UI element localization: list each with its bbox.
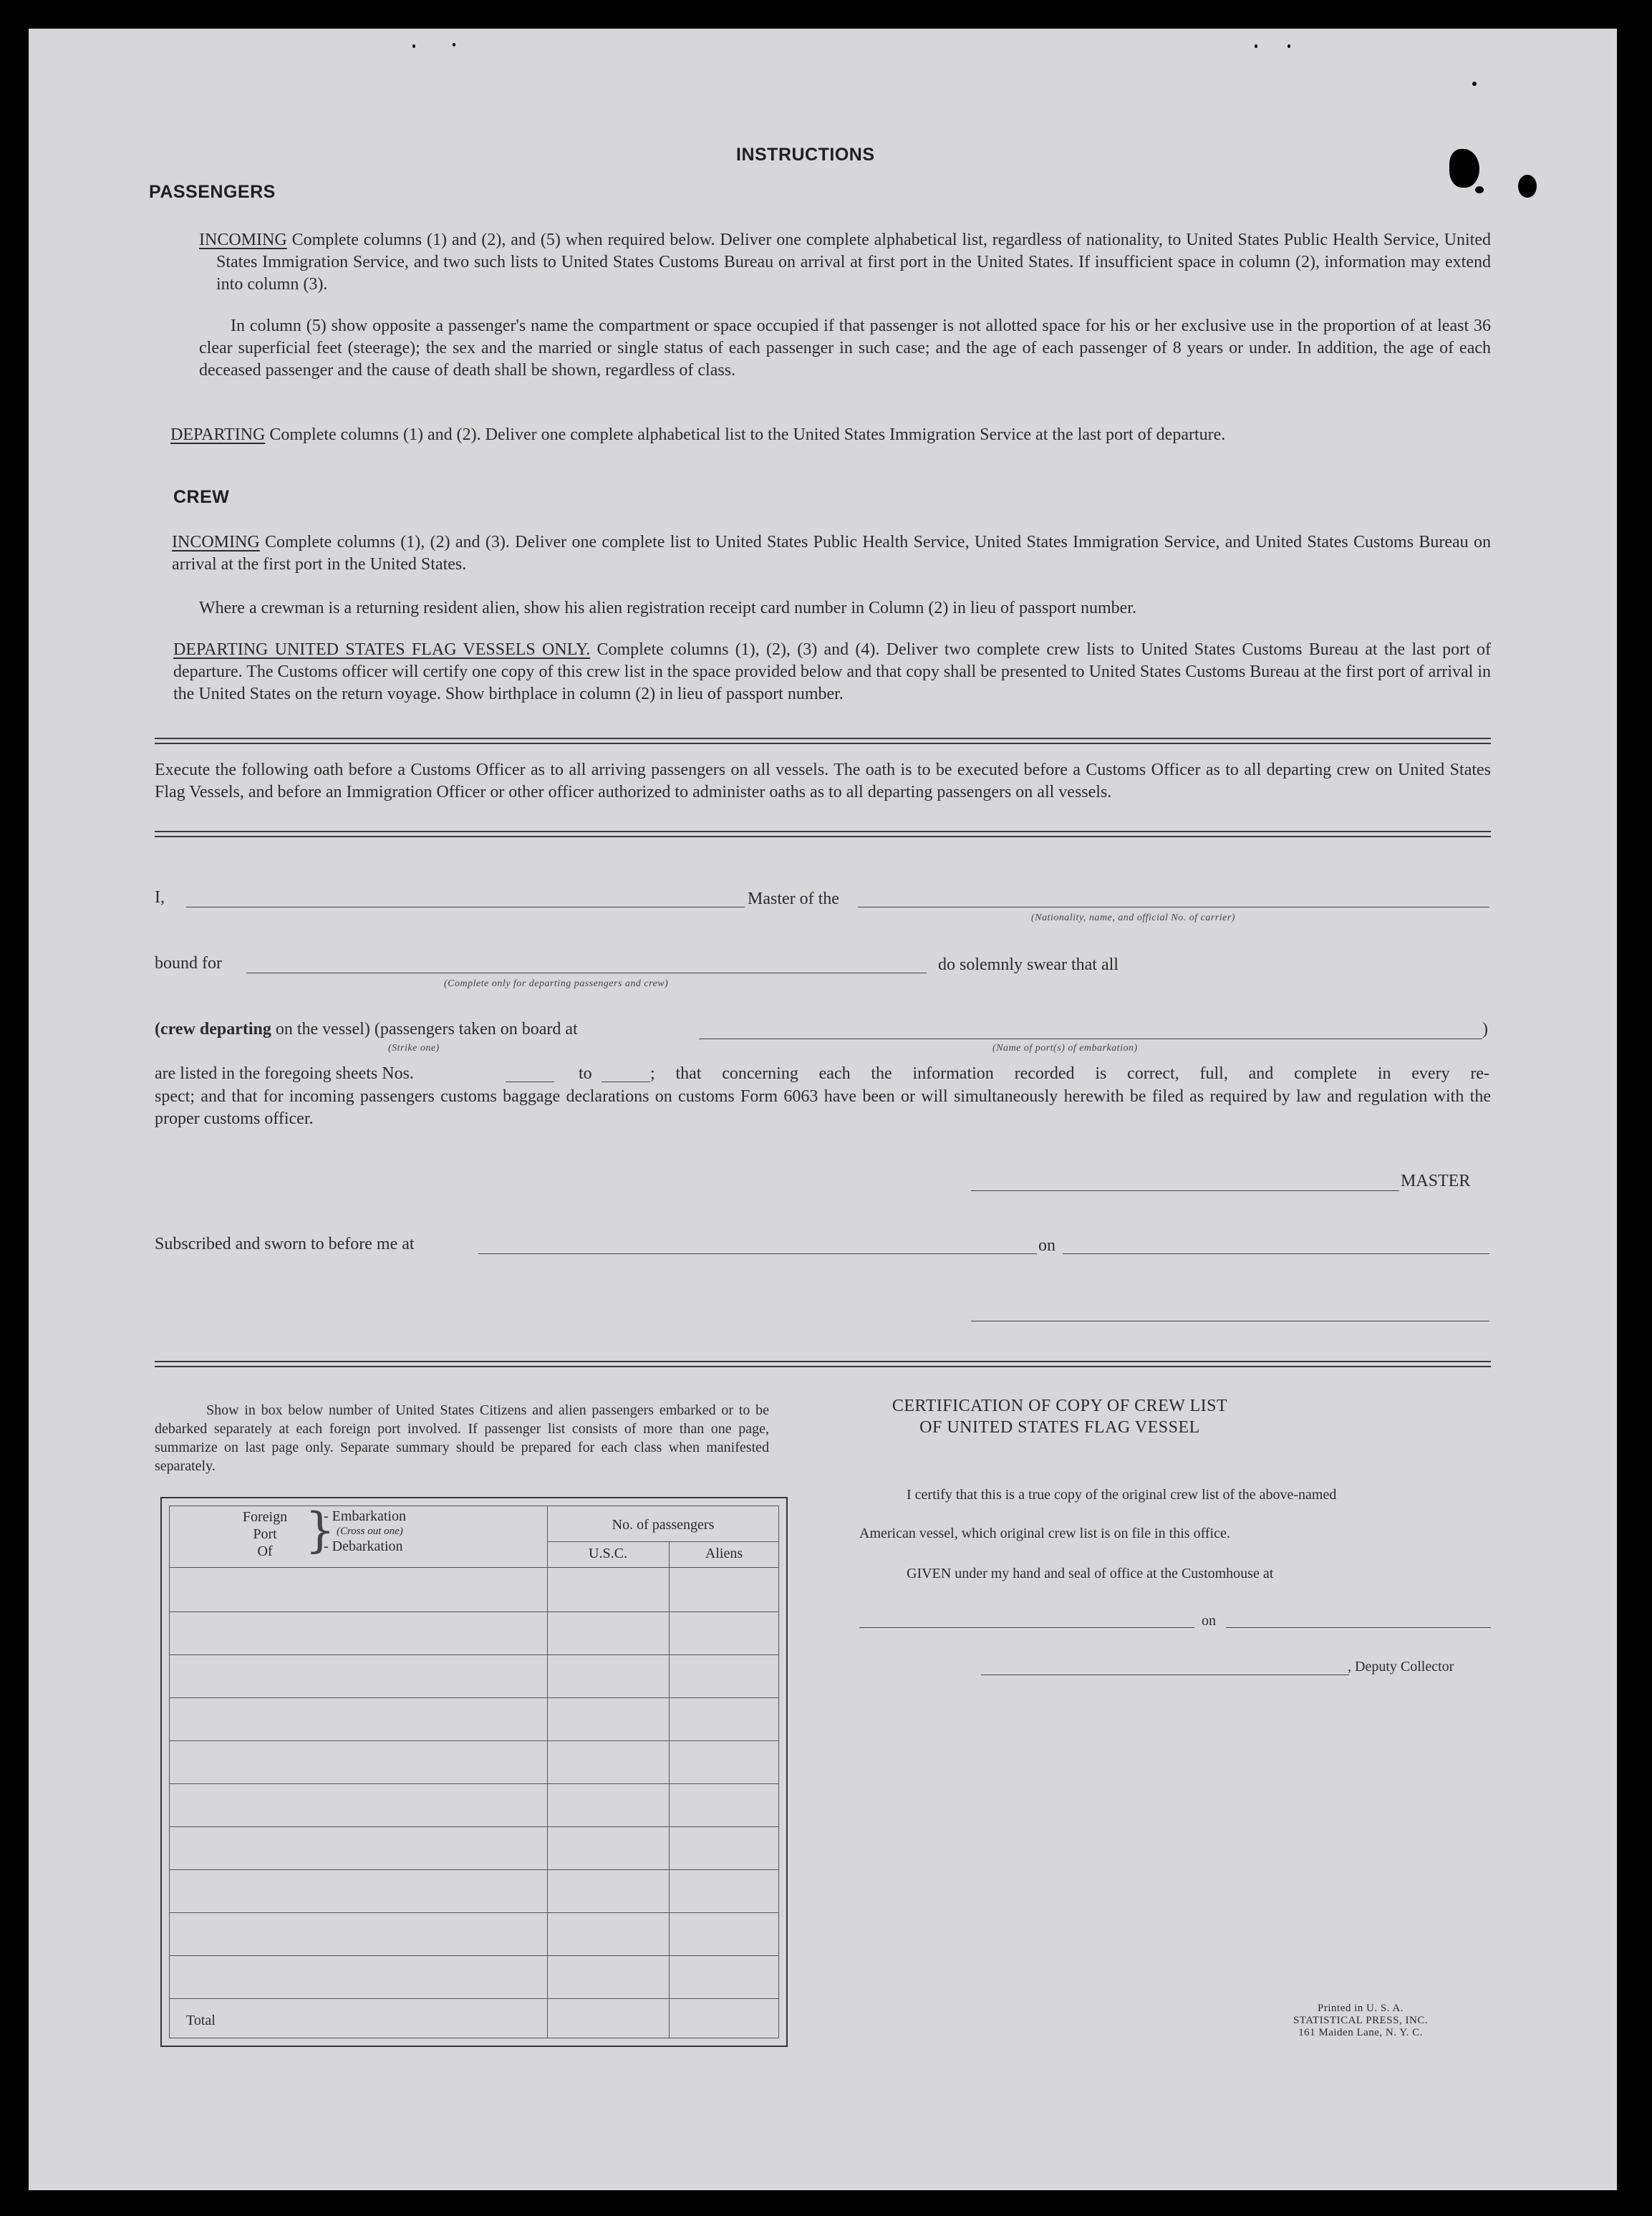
debarkation-label: - Debarkation	[324, 1538, 403, 1554]
certification-title	[859, 1395, 1260, 1438]
port-word: Port	[253, 1526, 277, 1542]
certification-on-label: on	[1202, 1613, 1216, 1629]
speck	[412, 44, 415, 48]
subscribed-date-field[interactable]	[1063, 1253, 1489, 1254]
oath-intro: Execute the following oath before a Customs Officer as to all arriving passengers on all vessels. The oath is to be executed before a Customs Officer as to all departing crew on United States Flag Vessels, and before an Immigration Officer or other officer authorized to administer oaths as to all departing passengers on all vessels.	[155, 761, 1491, 801]
deputy-collector-label: , Deputy Collector	[1348, 1659, 1454, 1675]
aliens-header: Aliens	[705, 1546, 743, 1561]
table-row	[169, 1998, 779, 1999]
sheet-to-field[interactable]	[602, 1081, 650, 1082]
to-label: to	[579, 1064, 592, 1083]
master-of-label: Master of the	[748, 890, 839, 908]
speck	[1255, 44, 1257, 48]
section-divider	[155, 1361, 1491, 1367]
listed-prefix: are listed in the foregoing sheets Nos.	[155, 1064, 414, 1083]
strike-caption: (Strike one)	[388, 1043, 440, 1054]
total-label: Total	[186, 2013, 216, 2028]
master-signature-field[interactable]	[971, 1190, 1399, 1191]
subscribed-on-label: on	[1038, 1236, 1056, 1255]
crew-departing-option	[155, 1020, 578, 1039]
oath-i-label: I,	[155, 888, 165, 907]
passengers-column5-paragraph: In column (5) show opposite a passenger's name the compartment or space occupied if that passenger is not allotted space for his or her exclusive use in the proportion of at least 36 clear superficial feet (steerage); the sex and the married or single status of each passenger in such case; and the age of each passenger of 8 years or under. In addition, the age of each deceased passenger and the cause of death shall be shown, regardless of class.	[199, 317, 1491, 380]
bound-for-label: bound for	[155, 954, 222, 973]
certification-title-line2: OF UNITED STATES FLAG VESSEL	[919, 1418, 1200, 1437]
header-bottom	[169, 1567, 779, 1568]
summary-inner-frame	[169, 1503, 779, 2038]
of-word: Of	[257, 1543, 273, 1559]
crew-incoming-text: Complete columns (1), (2) and (3). Deliver one complete list to United States Public Health Service, United States Immigration Service, and United States Customs Bureau on arrival at the first port in the United States.	[172, 533, 1492, 574]
certification-title-line1: CERTIFICATION OF COPY OF CREW LIST	[892, 1397, 1228, 1415]
table-row	[169, 1740, 779, 1741]
passengers-departing-text: Complete columns (1) and (2). Deliver one complete alphabetical list to the United States Immigration Service at the last port of departure.	[269, 425, 1226, 444]
printer-imprint	[1253, 2003, 1468, 2039]
certification-date-field[interactable]	[1226, 1627, 1491, 1628]
port-caption: (Name of port(s) of embarkation)	[992, 1043, 1138, 1054]
ink-spot	[1518, 175, 1537, 198]
speck	[453, 43, 455, 47]
usc-header: U.S.C.	[589, 1546, 627, 1561]
crew-incoming-paragraph	[172, 531, 1491, 576]
col-divider	[547, 1506, 548, 2038]
swear-label: do solemnly swear that all	[938, 955, 1119, 974]
subscribed-label: Subscribed and sworn to before me at	[155, 1235, 415, 1253]
crew-departing-text: Complete columns (1), (2), (3) and (4). Deliver two complete crew lists to United States Customs Bureau at the last port of departure. The Customs officer will certify one copy of this crew list in the space provided below and that copy shall be presented to United States Customs Bureau at the first port of arrival in the United States on the return voyage. Show birthplace in column (2) in lieu of passport number.	[173, 640, 1491, 703]
listed-suffix: ; that concerning each the information recorded is correct, full, and complete in every re-	[650, 1064, 1489, 1083]
passengers-taken-label: (passengers taken on board at	[374, 1020, 578, 1039]
speck	[1472, 82, 1477, 86]
crew-heading: CREW	[173, 487, 230, 507]
passengers-heading: PASSENGERS	[149, 182, 276, 202]
row-divider	[547, 1541, 779, 1542]
carrier-caption: (Nationality, name, and official No. of carrier)	[1031, 912, 1235, 923]
crew-resident-paragraph: Where a crewman is a returning resident alien, show his alien registration receipt card number in Column (2) in lieu of passport number.	[199, 599, 1136, 617]
imprint-line1: Printed in U. S. A.	[1318, 2003, 1404, 2014]
certify-line1: I certify that this is a true copy of the original crew list of the above-named	[907, 1487, 1337, 1503]
embarkation-label: - Embarkation	[324, 1508, 406, 1524]
certify-line2: American vessel, which original crew list is on file in this office.	[859, 1526, 1230, 1541]
brace-icon: }	[305, 1503, 335, 1558]
document-page	[29, 29, 1617, 2190]
table-row	[169, 1955, 779, 1956]
passengers-departing-label: DEPARTING	[170, 425, 266, 444]
col-divider	[669, 1541, 670, 2038]
sheet-from-field[interactable]	[506, 1081, 554, 1082]
close-paren: )	[1482, 1020, 1488, 1039]
table-row	[169, 1654, 779, 1655]
table-row	[169, 1869, 779, 1870]
summary-instructions: Show in box below number of United States Citizens and alien passengers embarked or to be debarked separately at each foreign port involved. If passenger list consists of more than one page, summarize on last page only. Separate summary should be prepared for each class when manifested separately.	[155, 1402, 769, 1474]
listed-line	[155, 1064, 414, 1084]
section-divider	[155, 738, 1491, 744]
cross-out-caption: (Cross out one)	[337, 1526, 403, 1537]
table-row	[169, 1912, 779, 1913]
crew-incoming-label: INCOMING	[172, 533, 260, 551]
bound-for-caption: (Complete only for departing passengers and crew)	[444, 978, 669, 989]
crew-departing-paragraph	[173, 639, 1491, 705]
customhouse-field[interactable]	[859, 1627, 1194, 1628]
imprint-line2: STATISTICAL PRESS, INC.	[1293, 2015, 1429, 2026]
passengers-incoming-text: Complete columns (1) and (2), and (5) when required below. Deliver one complete alphabetical list, regardless of nationality, to United States Public Health Service, United States Immigration Service, and two such lists to United States Customs Bureau on arrival at first port in the United States. If insufficient space in column (2), information may extend into column (3).	[216, 231, 1491, 294]
table-row	[169, 1826, 779, 1827]
table-row	[169, 1783, 779, 1784]
given-line: GIVEN under my hand and seal of office at the Customhouse at	[907, 1566, 1274, 1581]
speck	[1288, 44, 1290, 48]
instructions-title: INSTRUCTIONS	[736, 145, 875, 165]
imprint-line3: 161 Maiden Lane, N. Y. C.	[1298, 2027, 1423, 2038]
table-row	[169, 1697, 779, 1698]
section-divider	[155, 831, 1491, 837]
ink-spot	[1449, 149, 1479, 188]
listed-rest: spect; and that for incoming passengers customs baggage declarations on customs Form 6063 have been or will simultaneously herewith be filed as required by law and regulation with the proper customs officer.	[155, 1087, 1491, 1128]
no-of-passengers-header: No. of passengers	[612, 1517, 715, 1533]
subscribed-place-field[interactable]	[478, 1253, 1037, 1254]
foreign-port-of	[229, 1508, 301, 1560]
on-vessel-label: on the vessel)	[275, 1020, 370, 1039]
crew-departing-bold: (crew departing	[155, 1020, 271, 1039]
passengers-incoming-label: INCOMING	[199, 231, 287, 249]
passengers-incoming-paragraph	[199, 229, 1491, 296]
foreign-word: Foreign	[242, 1509, 288, 1525]
passengers-departing-paragraph	[170, 424, 1491, 446]
master-label: MASTER	[1401, 1172, 1471, 1190]
crew-departing-label: DEPARTING UNITED STATES FLAG VESSELS ONLY.	[173, 640, 591, 659]
ink-spot	[1475, 186, 1484, 193]
